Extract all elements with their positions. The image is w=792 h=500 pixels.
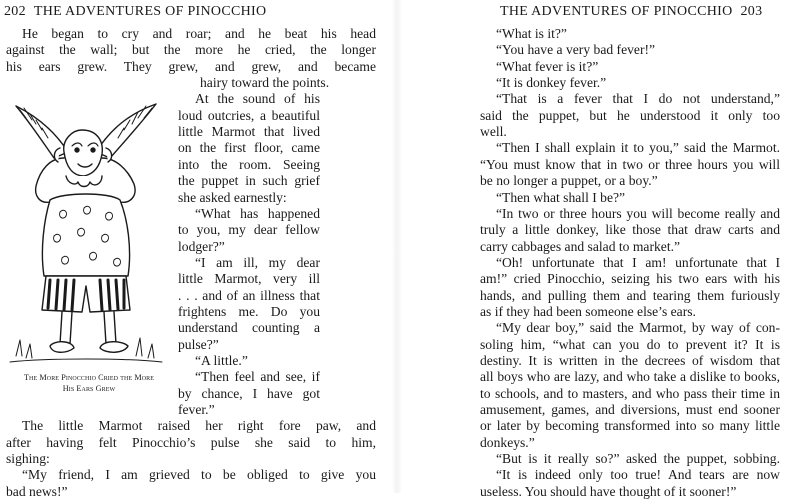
text-line: fever.” <box>178 402 215 418</box>
caption-line-2: His Ears Grew <box>62 384 116 393</box>
text-line: loud outcries, a beautiful <box>178 107 320 123</box>
left-running-head <box>4 4 394 20</box>
right-page-number: 203 <box>740 4 763 19</box>
text-line: carry cabbages and salad to market.” <box>480 238 681 254</box>
text-line: am!” cried Pinocchio, seizing his two ears with his <box>480 271 780 287</box>
text-line: truly a little donkey, like those that draw carts and <box>480 222 780 238</box>
text-line: “What has happened <box>195 205 320 221</box>
text-line: “It is indeed only too true! And tears are now <box>496 467 780 483</box>
text-line: . . . and of an illness that <box>178 287 320 303</box>
text-line: little Marmot that lived <box>178 124 320 140</box>
text-line: “A little.” <box>195 353 248 368</box>
left-running-head-title: THE ADVENTURES OF PINOCCHIO <box>33 4 267 19</box>
pinocchio-donkey-ears-illustration <box>6 100 166 368</box>
text-line: pulse?” <box>178 336 219 352</box>
text-line: hands, and pulling them and tearing them furiously <box>480 287 780 303</box>
text-line: against the wall; but the more he cried, the longer <box>6 42 376 58</box>
text-line: “You must know that in two or three hours you will <box>480 156 780 172</box>
text-line: on the first floor, came <box>178 140 320 156</box>
text-line: little Marmot, very ill <box>178 271 320 287</box>
right-page <box>396 0 792 499</box>
text-line: into the room. Seeing <box>178 156 320 172</box>
text-line: as if they had been someone else’s ears. <box>480 303 696 319</box>
text-line: frightens me. Do you <box>178 303 320 319</box>
text-line: soling him, “what can you do to prevent it? It is <box>480 336 780 352</box>
caption-line-1: The More Pinocchio Cried the More <box>23 373 155 382</box>
text-line: “What is it?” <box>496 26 567 41</box>
text-line: “In two or three hours you will become really and <box>496 205 780 221</box>
text-line: understand counting a <box>178 320 320 336</box>
text-line: his ears grew. They grew, and grew, and became <box>6 58 376 74</box>
illustration-caption <box>0 372 178 394</box>
text-line: be no longer a puppet, or a boy.” <box>480 173 658 189</box>
text-line: “What fever is it?” <box>496 58 599 74</box>
text-line: said the puppet, but he understood it only too <box>480 107 780 123</box>
left-page <box>0 0 396 499</box>
text-line: “That is a fever that I do not understand,” <box>496 91 780 107</box>
text-line: the puppet in such grief <box>178 173 320 189</box>
text-line: all boys who are lazy, and who take a dislike to books, <box>480 369 780 385</box>
text-line: “My dear boy,” said the Marmot, by way of con- <box>496 320 780 336</box>
text-line: bad news!” <box>6 483 68 499</box>
text-line: “But is it really so?” asked the puppet, sobbing. <box>496 451 780 467</box>
text-line: to schools, and to masters, and who pass their time in <box>480 385 780 401</box>
text-line: “It is donkey fever.” <box>496 75 607 91</box>
text-line: useless. You should have thought of it sooner!” <box>480 483 737 499</box>
text-line: donkeys.” <box>480 434 535 450</box>
text-line: well. <box>480 124 507 140</box>
text-line: “Then what shall I be?” <box>496 189 626 205</box>
text-line: by chance, I have got <box>178 385 320 401</box>
text-line: or later by becoming transformed into so many little <box>480 418 780 434</box>
text-line: “Then I shall explain it to you,” said the Marmot. <box>496 140 780 156</box>
text-line: “I am ill, my dear <box>195 254 320 270</box>
text-line: to you, my dear fellow <box>178 222 320 238</box>
text-line: He began to cry and roar; and he beat his head <box>22 26 376 41</box>
text-line: lodger?” <box>178 238 225 254</box>
text-line: after having felt Pinocchio’s pulse she said to him, <box>6 434 376 450</box>
text-line: sighing: <box>6 451 50 467</box>
right-running-head <box>500 4 790 20</box>
text-line: “My friend, I am grieved to be obliged to give you <box>22 467 376 483</box>
text-line: “Then feel and see, if <box>195 369 320 385</box>
text-line: amusement, games, and diversions, must end sooner <box>480 402 780 418</box>
text-line: destiny. It is written in the decrees of wisdom that <box>480 353 780 368</box>
text-line: “You have a very bad fever!” <box>496 42 656 58</box>
left-page-number: 202 <box>4 4 26 19</box>
text-line: “Oh! unfortunate that I am! unfortunate that I <box>496 254 780 270</box>
text-line: At the sound of his <box>195 91 320 107</box>
right-running-head-title: THE ADVENTURES OF PINOCCHIO <box>500 4 733 19</box>
text-line: she asked earnestly: <box>178 189 287 205</box>
text-line: The little Marmot raised her right fore paw, and <box>22 418 376 434</box>
text-line: hairy toward the points. <box>200 75 330 91</box>
